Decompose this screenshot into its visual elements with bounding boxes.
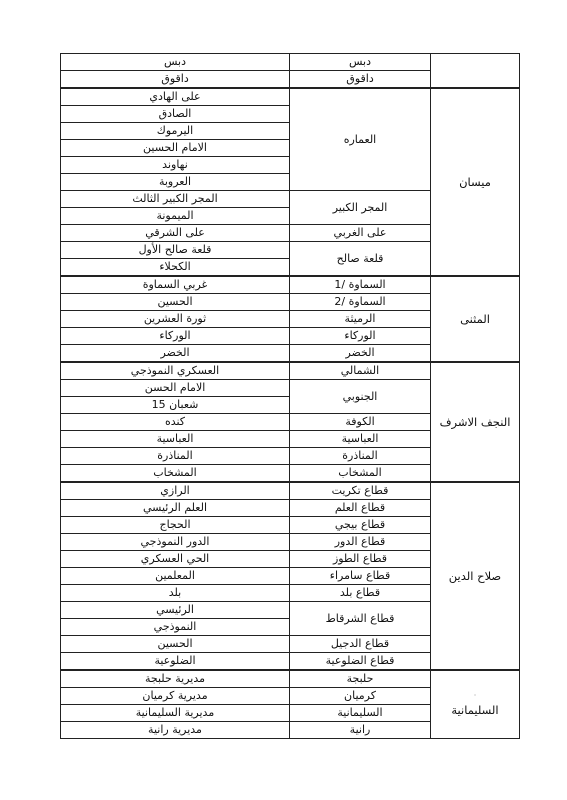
health-sectors-table [60,53,520,739]
province-name: السليمانية [451,703,499,718]
district-cell: رانية [290,722,431,739]
area-cell: الرازي [61,482,290,500]
province-cell [431,482,520,670]
area-cell: المشخاب [61,465,290,483]
district-cell: السليمانية [290,705,431,722]
area-cell: كنده [61,414,290,431]
province-cell [431,54,520,89]
area-cell: العلم الرئيسي [61,500,290,517]
district-cell: المجر الكبير [290,191,431,225]
area-cell: شعبان 15 [61,397,290,414]
area-cell: الصادق [61,106,290,123]
district-cell: كرميان [290,688,431,705]
area-cell: الكحلاء [61,259,290,277]
area-cell: دبس [61,54,290,71]
district-cell: الجنوبي [290,380,431,414]
area-cell: المجر الكبير الثالث [61,191,290,208]
province-name: النجف الاشرف [439,414,511,429]
document-page [60,53,519,739]
area-cell: بلد [61,585,290,602]
province-cell [431,276,520,362]
district-cell: قطاع بلد [290,585,431,602]
area-cell: النموذجي [61,619,290,636]
district-cell: قلعة صالح [290,242,431,277]
area-cell: الحجاج [61,517,290,534]
table-row [61,54,520,71]
district-cell: حلبجة [290,670,431,688]
district-cell: المناذرة [290,448,431,465]
district-cell: داقوق [290,71,431,89]
district-cell: قطاع بيجي [290,517,431,534]
district-cell: العماره [290,88,431,191]
area-cell: قلعة صالح الأول [61,242,290,259]
area-cell: على الشرقي [61,225,290,242]
province-name: صلاح الدين [448,568,502,583]
district-cell: قطاع سامراء [290,568,431,585]
area-cell: الوركاء [61,328,290,345]
district-cell: على الغربي [290,225,431,242]
district-cell: دبس [290,54,431,71]
area-cell: الرئيسي [61,602,290,619]
district-cell: قطاع العلم [290,500,431,517]
area-cell: مديرية السليمانية [61,705,290,722]
district-cell: العباسية [290,431,431,448]
area-cell: المعلمين [61,568,290,585]
district-cell: الرميثة [290,311,431,328]
area-cell: العباسية [61,431,290,448]
area-cell: الامام الحسين [61,140,290,157]
table-body [61,54,520,739]
area-cell: العسكري النموذجي [61,362,290,380]
table-row [61,670,520,688]
area-cell: مديرية رانية [61,722,290,739]
district-cell: السماوة /1 [290,276,431,294]
province-cell [431,670,520,739]
area-cell: اليرموك [61,123,290,140]
district-cell: قطاع الضلوعية [290,653,431,671]
area-cell: الحسين [61,636,290,653]
area-cell: العروبة [61,174,290,191]
area-cell: نهاوند [61,157,290,174]
area-cell: ثورة العشرين [61,311,290,328]
province-cell [431,362,520,482]
area-cell: غربي السماوة [61,276,290,294]
area-cell: المناذرة [61,448,290,465]
province-name: المثنى [460,311,490,326]
district-cell: قطاع الدور [290,534,431,551]
table-row [61,482,520,500]
table-row [61,276,520,294]
province-cell [431,88,520,276]
area-cell: الحي العسكري [61,551,290,568]
area-cell: الحسين [61,294,290,311]
district-cell: السماوة /2 [290,294,431,311]
area-cell: على الهادي [61,88,290,106]
district-cell: قطاع الطوز [290,551,431,568]
district-cell: المشخاب [290,465,431,483]
area-cell: مديرية حلبجة [61,670,290,688]
area-cell: الضلوعية [61,653,290,671]
area-cell: مديرية كرميان [61,688,290,705]
district-cell: قطاع الدجيل [290,636,431,653]
area-cell: الخضر [61,345,290,363]
district-cell: الشمالي [290,362,431,380]
table-row [61,362,520,380]
district-cell: قطاع الشرقاط [290,602,431,636]
area-cell: داقوق [61,71,290,89]
province-name: ميسان [459,174,491,189]
district-cell: قطاع تكريت [290,482,431,500]
area-cell: الامام الحسن [61,380,290,397]
district-cell: الوركاء [290,328,431,345]
area-cell: الدور النموذجي [61,534,290,551]
area-cell: الميمونة [61,208,290,225]
district-cell: الخضر [290,345,431,363]
table-row [61,88,520,106]
margin-mark: · [473,691,477,701]
district-cell: الكوفة [290,414,431,431]
